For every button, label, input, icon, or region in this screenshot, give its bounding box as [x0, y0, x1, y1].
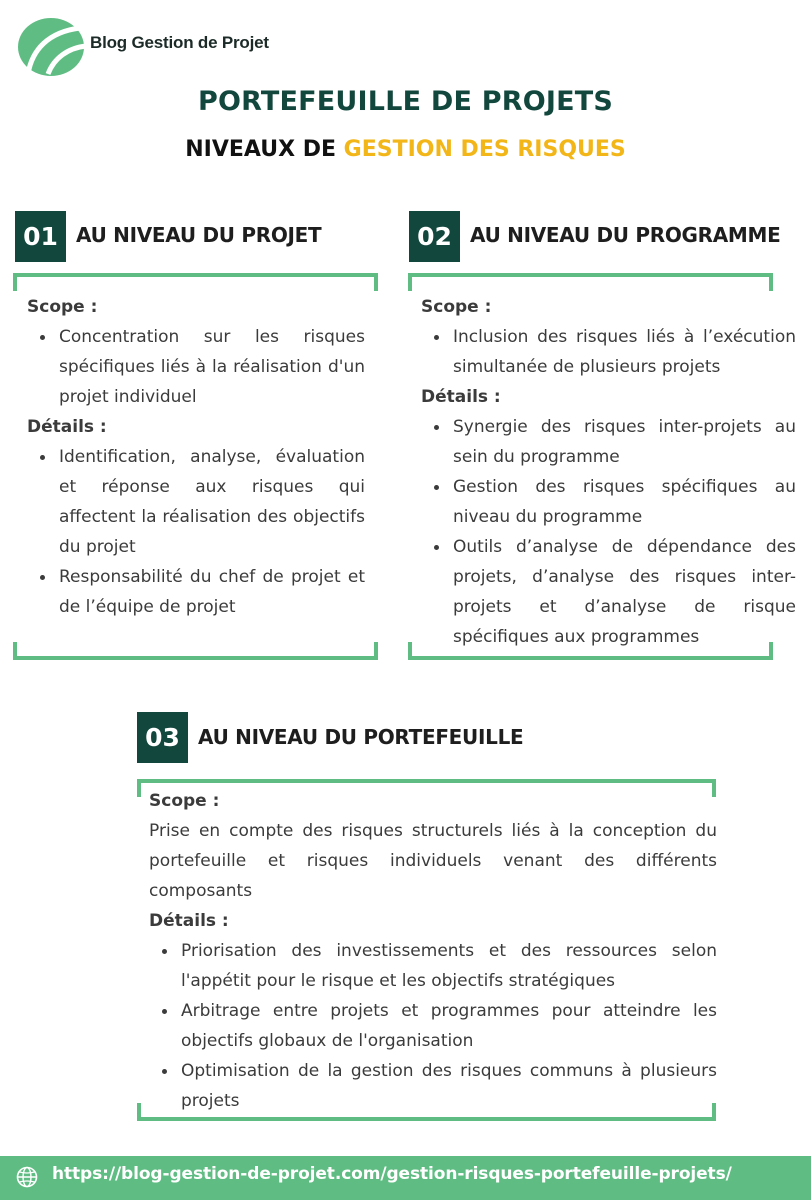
- section-number-01: 01: [15, 211, 66, 262]
- list-item: Priorisation des investissements et des ressources selon l'appétit pour le risque et les objectifs stratégiques: [149, 936, 717, 996]
- details-list: [421, 412, 796, 652]
- brand-name: Blog Gestion de Projet: [90, 33, 269, 52]
- list-item: Optimisation de la gestion des risques communs à plusieurs projets: [149, 1056, 717, 1116]
- list-item: Identification, analyse, évaluation et réponse aux risques qui affectent la réalisation des objectifs du projet: [27, 442, 365, 562]
- details-list: [149, 936, 717, 1116]
- bracket-bottom: [408, 642, 773, 660]
- details-label: Détails :: [421, 387, 501, 407]
- section-number-03: 03: [137, 712, 188, 763]
- globe-icon: [16, 1166, 38, 1188]
- bracket-bottom: [13, 642, 378, 660]
- section-title-project: AU NIVEAU DU PROJET: [76, 223, 322, 247]
- section-content-portfolio: [149, 786, 717, 1116]
- list-item: Concentration sur les risques spécifiques liés à la réalisation d'un projet individuel: [27, 322, 365, 412]
- bracket-top: [13, 273, 378, 291]
- details-label: Détails :: [149, 911, 229, 931]
- list-item: Outils d’analyse de dépendance des projets, d’analyse des risques inter-projets et d’analyse de risque spécifiques aux programmes: [421, 532, 796, 652]
- scope-list: [421, 322, 796, 382]
- scope-label: Scope :: [149, 791, 220, 811]
- scope-label: Scope :: [421, 297, 492, 317]
- scope-text: Prise en compte des risques structurels liés à la conception du portefeuille et risques individuels venant des différents composants: [149, 821, 717, 901]
- list-item: Inclusion des risques liés à l’exécution simultanée de plusieurs projets: [421, 322, 796, 382]
- section-content-project: [27, 292, 365, 622]
- details-label: Détails :: [27, 417, 107, 437]
- section-number-02: 02: [409, 211, 460, 262]
- list-item: Synergie des risques inter-projets au sein du programme: [421, 412, 796, 472]
- brand-logo-icon: [18, 14, 88, 76]
- footer-url-link[interactable]: https://blog-gestion-de-projet.com/gestion-risques-portefeuille-projets/: [52, 1164, 732, 1184]
- subtitle-accent: GESTION DES RISQUES: [343, 137, 626, 162]
- section-title-program: AU NIVEAU DU PROGRAMME: [470, 223, 781, 247]
- list-item: Responsabilité du chef de projet et de l’équipe de projet: [27, 562, 365, 622]
- subtitle-prefix: NIVEAUX DE: [185, 137, 344, 162]
- bracket-top: [408, 273, 773, 291]
- page-subtitle: [0, 137, 811, 162]
- bracket-bottom: [137, 1103, 716, 1121]
- details-list: [27, 442, 365, 622]
- page-title: PORTEFEUILLE DE PROJETS: [197, 86, 614, 117]
- section-title-portfolio: AU NIVEAU DU PORTEFEUILLE: [198, 725, 524, 749]
- list-item: Arbitrage entre projets et programmes pour atteindre les objectifs globaux de l'organisation: [149, 996, 717, 1056]
- list-item: Gestion des risques spécifiques au niveau du programme: [421, 472, 796, 532]
- section-content-program: [421, 292, 796, 652]
- scope-list: [27, 322, 365, 412]
- scope-label: Scope :: [27, 297, 98, 317]
